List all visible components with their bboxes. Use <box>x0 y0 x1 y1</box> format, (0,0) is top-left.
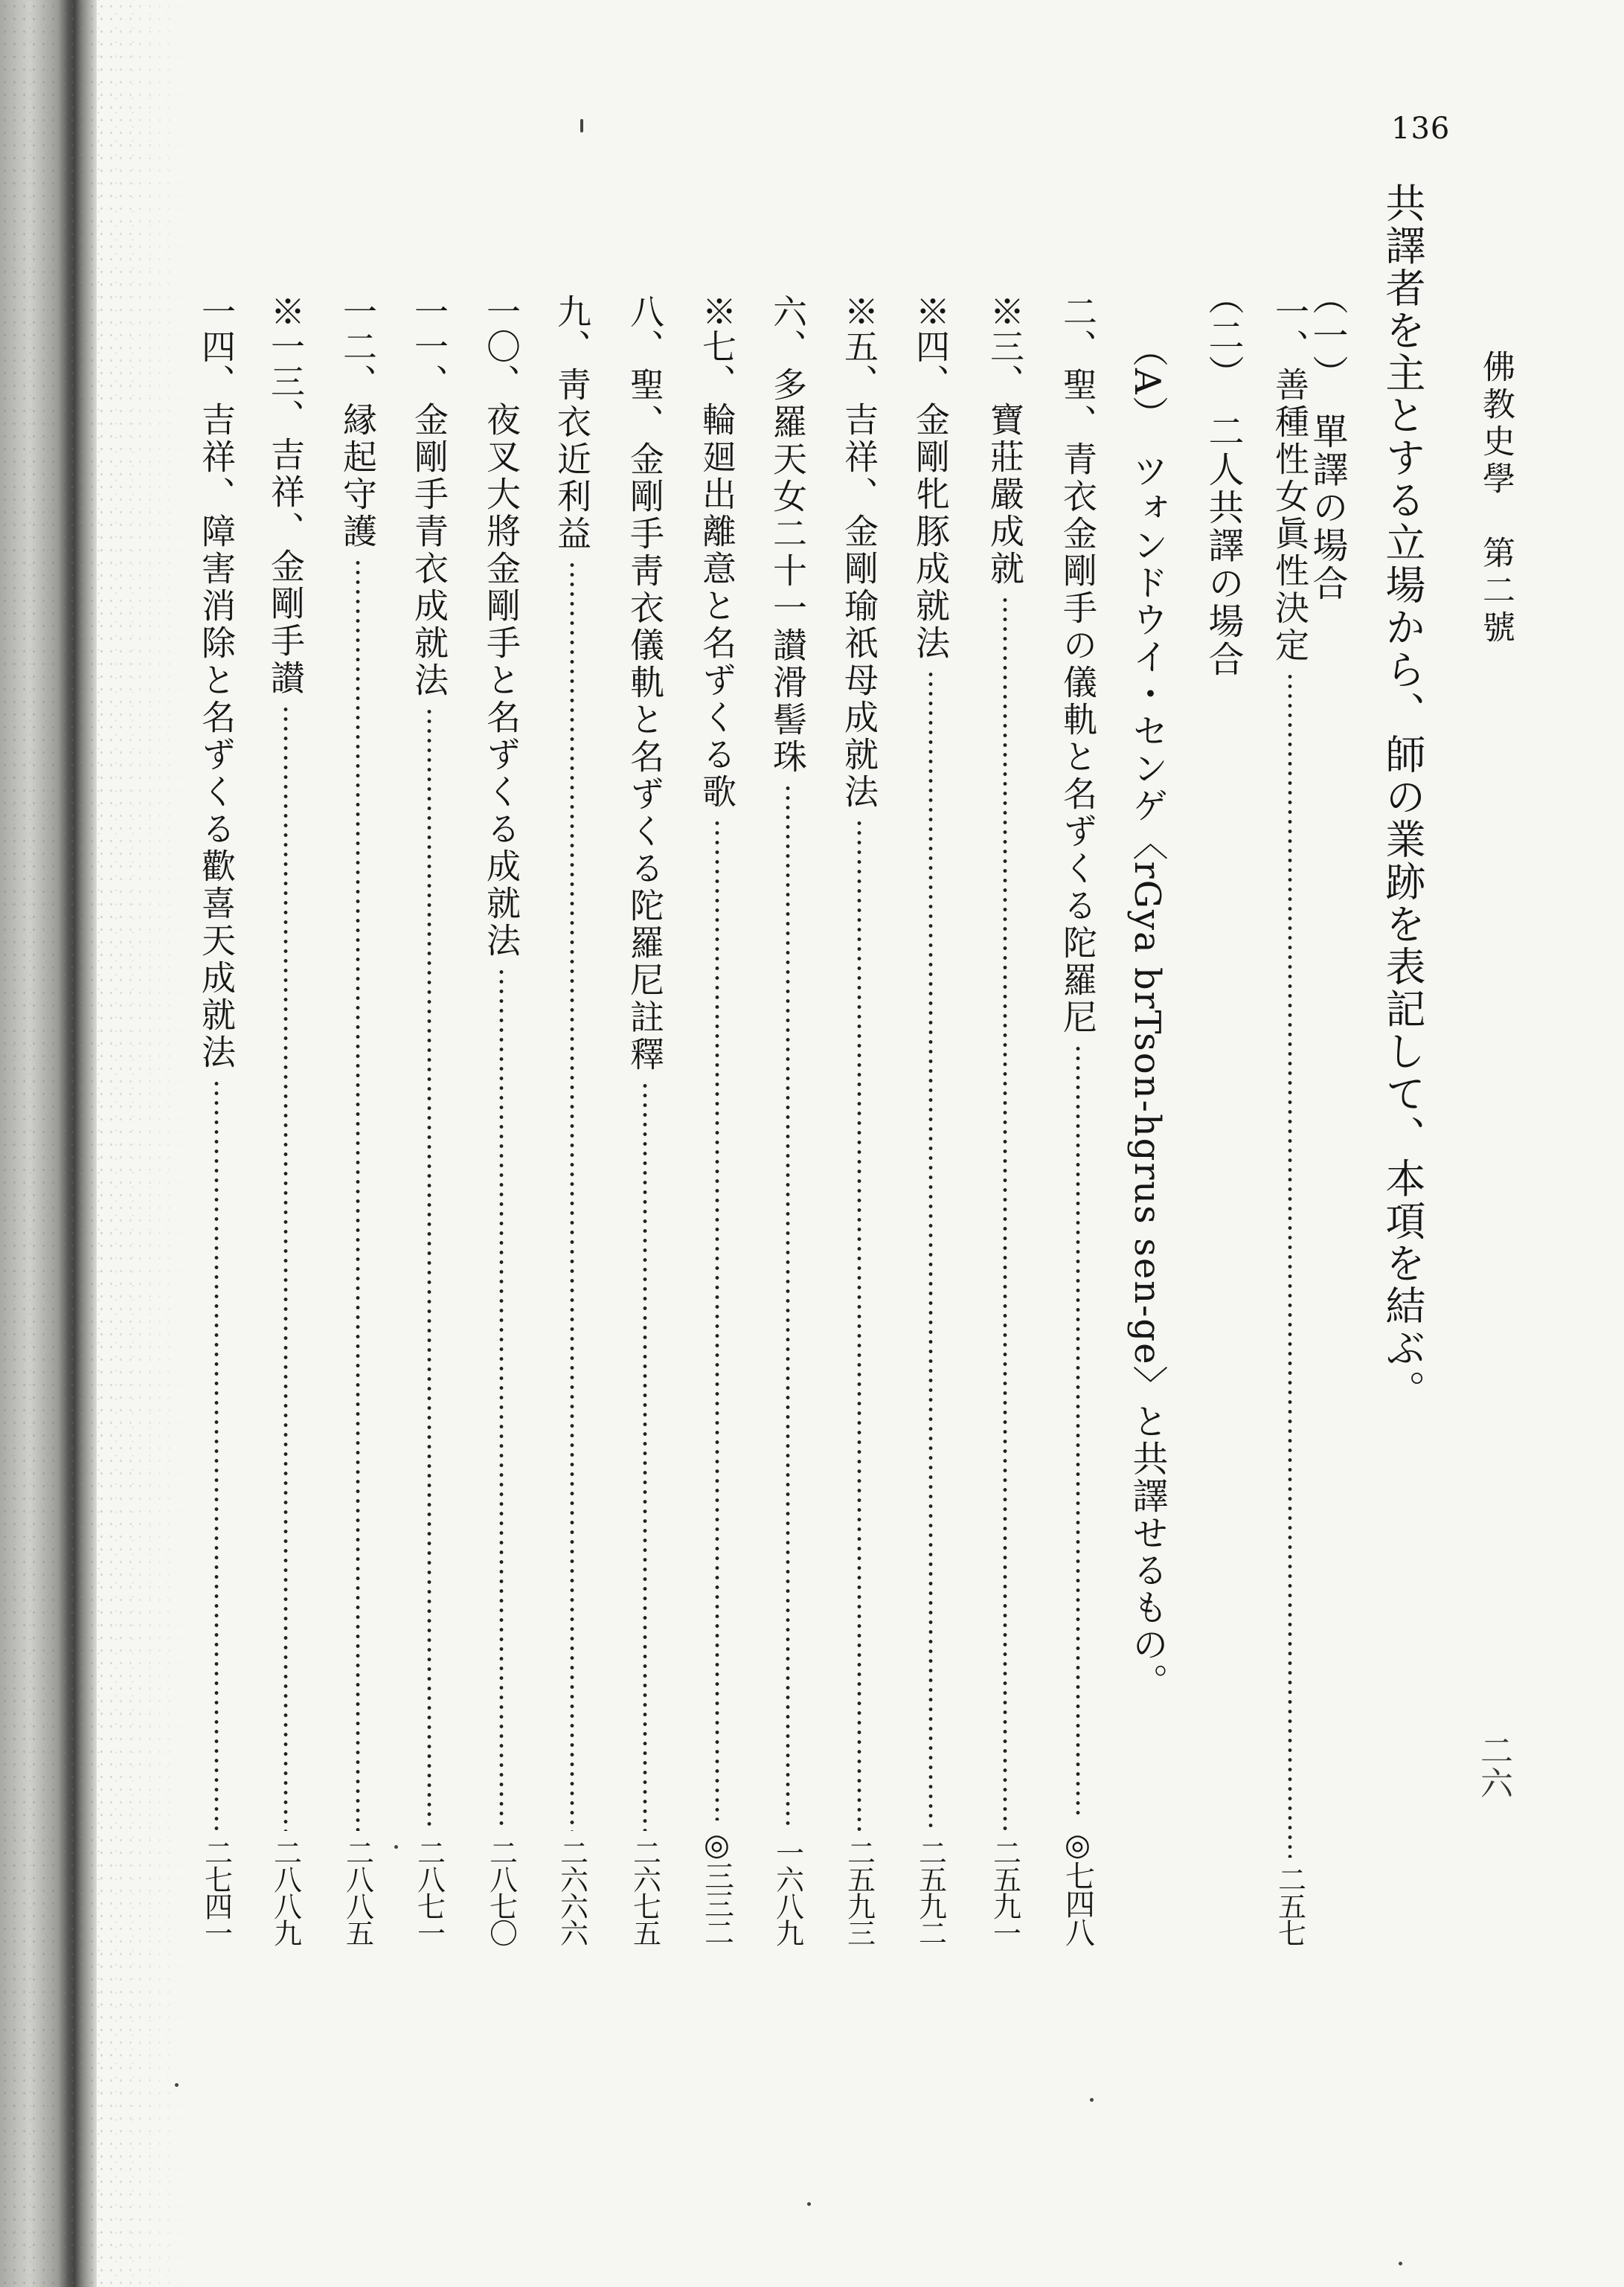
entry-number: 二、 <box>1058 294 1098 364</box>
intro-text: 共譯者を主とする立場から、師の業跡を表記して、本項を結ぶ。 <box>1379 182 1426 1412</box>
entry-number: 八、 <box>625 294 665 364</box>
leader-dots <box>214 1079 219 1831</box>
leader-dots <box>1002 595 1008 1831</box>
entry-number: ※五、 <box>839 294 879 399</box>
entry-page: 一六八九 <box>771 1838 804 1946</box>
toc-entry-joint-13 <box>264 294 307 1946</box>
entry-title: 夜叉大將金剛手と名ずくる成就法 <box>481 402 521 960</box>
entry-number: 九、 <box>552 294 592 364</box>
toc-entry-joint-6 <box>766 294 809 1946</box>
entry-number: 一、 <box>1270 294 1310 364</box>
leader-dots <box>498 967 504 1831</box>
entry-number: 一四、 <box>196 294 237 399</box>
toc-entry-joint-8 <box>623 294 667 1946</box>
toc-entry-joint-12 <box>336 294 379 1946</box>
subsection-a-heading: （A） ツォンドウイ・センゲ〈rGya brTson-hgrus sen-ge〉と共譯せるもの。 <box>1126 331 1168 1701</box>
scan-speck <box>580 119 583 132</box>
entry-page: 二八七〇 <box>484 1838 518 1946</box>
journal-header: 佛教史學 第二號 <box>1477 350 1515 647</box>
entry-page: 二五九一 <box>988 1838 1021 1946</box>
scan-speck <box>175 2083 179 2087</box>
entry-title: 聖、青衣金剛手の儀軌と名ずくる陀羅尼 <box>1058 367 1098 1036</box>
leader-dots <box>928 670 934 1831</box>
entry-title: 輪廻出離意と名ずくる歌 <box>697 402 737 811</box>
toc-entry-single-1 <box>1268 294 1312 1946</box>
entry-page: 二五九二 <box>914 1838 947 1946</box>
toc-entry-joint-4 <box>909 294 952 1946</box>
leader-dots <box>785 783 791 1831</box>
entry-page: 二五九三 <box>842 1838 876 1946</box>
leader-dots <box>714 818 720 1821</box>
entry-title: 寶莊嚴成就 <box>985 402 1025 588</box>
entry-title: 多羅天女二十一讃滑髻珠 <box>768 367 808 776</box>
entry-page: 二六六六 <box>555 1838 588 1946</box>
scan-speck <box>1399 2262 1402 2265</box>
page-number: 136 <box>1391 112 1451 146</box>
toc-entry-joint-2 <box>1056 294 1100 1946</box>
toc-entry-joint-9 <box>551 294 594 1946</box>
toc-entry-joint-14 <box>195 294 238 1946</box>
scan-speck <box>394 1845 398 1849</box>
leader-dots <box>283 705 289 1831</box>
entry-number: ※七、 <box>697 294 737 399</box>
leader-dots <box>355 558 361 1831</box>
entry-title: 金剛手青衣成就法 <box>409 402 449 699</box>
toc-entry-joint-3 <box>983 294 1027 1946</box>
leader-dots <box>856 818 862 1831</box>
entry-page: 二六七五 <box>628 1838 661 1946</box>
leader-dots <box>569 560 575 1831</box>
entry-title: 聖、金剛手靑衣儀軌と名ずくる陀羅尼註釋 <box>625 367 665 1074</box>
toc-entry-joint-10 <box>480 294 523 1946</box>
entry-number: 一〇、 <box>481 294 521 399</box>
entry-number: ※三、 <box>985 294 1025 399</box>
entry-number: 一一、 <box>409 294 449 399</box>
side-page-number: 二六 <box>1474 1733 1512 1799</box>
toc-entry-joint-5 <box>838 294 881 1946</box>
section-joint-heading: （二） 二人共譯の場合 <box>1202 279 1244 679</box>
entry-page: 二八八五 <box>341 1838 374 1946</box>
scan-noise <box>0 0 193 2287</box>
entry-title: 靑衣近利益 <box>552 367 592 553</box>
leader-dots <box>1287 672 1293 1858</box>
entry-number: ※四、 <box>911 294 951 399</box>
entry-title: 吉祥、金剛瑜祇母成就法 <box>839 402 879 811</box>
entry-title: 善種性女眞性決定 <box>1270 367 1310 664</box>
entry-page: 二五七 <box>1273 1865 1306 1946</box>
entry-page: ◎七四八 <box>1060 1828 1095 1946</box>
section-single-heading: （一） 單譯の場合 <box>1306 279 1348 603</box>
toc-entry-joint-11 <box>408 294 451 1946</box>
entry-title: 縁起守護 <box>338 402 378 551</box>
leader-dots <box>642 1081 648 1831</box>
entry-title: 吉祥、障害消除と名ずくる歡喜天成就法 <box>196 402 237 1071</box>
entry-number: 六、 <box>768 294 808 364</box>
entry-page: 二八八九 <box>269 1838 302 1946</box>
entry-page: 二七四一 <box>199 1838 233 1946</box>
entry-page: 二八七一 <box>412 1838 446 1946</box>
entry-number: 一二、 <box>338 294 378 399</box>
entry-page: ◎三三二 <box>699 1828 734 1946</box>
leader-dots <box>426 707 432 1831</box>
leader-dots <box>1075 1044 1081 1821</box>
scan-speck <box>1090 2098 1094 2102</box>
toc-entry-joint-7 <box>696 294 739 1946</box>
entry-number: ※一三、 <box>266 294 306 434</box>
scan-speck <box>807 2202 811 2206</box>
entry-title: 吉祥、金剛手讃 <box>266 437 306 697</box>
entry-title: 金剛牝豚成就法 <box>911 402 951 662</box>
